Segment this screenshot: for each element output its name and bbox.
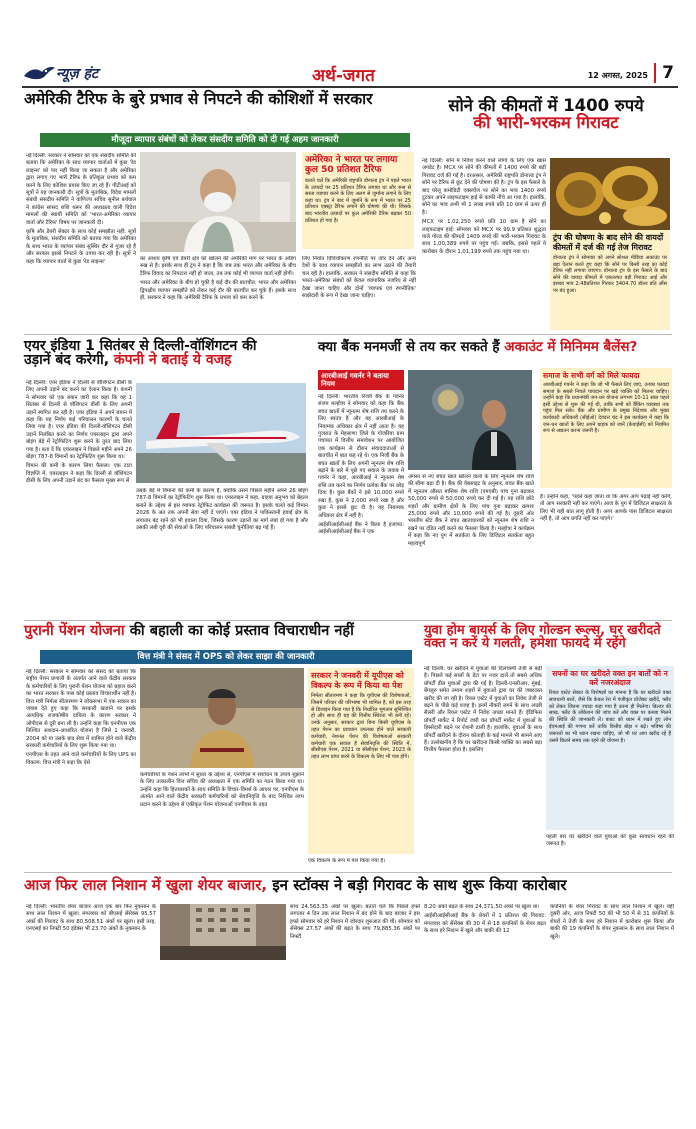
s6-col2-text: पहली बार घर खरीदने वाले युवाओं को कुछ सावधान रहने की जरूरत है। [546, 834, 674, 848]
s1-sidebox-text: बताते चलें कि अमेरिकी राष्ट्रपति डोनाल्ड ट्रंप ने पहले भारत के उत्पादों पर 25 प्रतिशत टैरिफ लगाया था और रूस से सस्ता व्यापार करने के लिए अलग से जुर्माना लगाने के लिए कहा था। ट्रंप ने बाद में जुर्माने के रूप में भारत पर 25 प्रतिशत एक्स्ट्रा टैरिफ लगाने की घोषणा की थी। जिसके बाद भारतीय उत्पादों पर कुल अमेरिकी टैरिफ बढ़कर 50 प्रतिशत हो गया है। [305, 178, 411, 224]
s5-col3-text: एक विकल्प के रूप में पेश किया गया है। [308, 858, 386, 864]
s2-photo-text: डोनाल्ड ट्रंप ने सोमवार को अपने सोशल मीडिया अकाउंट पर बड़ा ऐलान करते हुए कहा कि सोने पर किसी तरह का कोई टैरिफ नहीं लगाया जाएगा। डोनाल्ड ट्रंप के इस फैसले के बाद सोने की वायदा कीमतों में एकतरफा बड़ी गिरावट आई और इसका भाव 2.48प्रतिशत गिरकर 3404.70 डॉलर प्रति औंस पर बंद हुआ। [553, 255, 667, 294]
s4-col1-subhead-text: आईसीआईसीआई बैंक ने किया है इजाफा: आईसीआईसीआई बैंक ने एक [318, 521, 404, 536]
gold-jewellery-photo [550, 158, 670, 230]
s3-col1 [26, 380, 132, 606]
s6-col1 [424, 666, 542, 869]
s3-col2 [136, 488, 308, 606]
logo-bird-icon [22, 64, 56, 84]
s1-sidebox [302, 152, 414, 249]
bse-building-photo [160, 904, 286, 960]
s1-col2-subhead-text: भारत और अमेरिका के बीच हो चुकी है कई दौर की बातचीत: भारत और अमेरिका द्विपक्षीय व्यापार समझौते को लेकर कई दौर की बातचीत कर चुके हैं। इसके साथ ही, सरकार ने कहा कि अमेरिकी टैरिफ के प्रभाव को कम करने के [140, 280, 296, 302]
s4-col1 [318, 394, 404, 614]
s5-sidebox-text: निर्मला सीतारमण ने कहा कि यूपीएस की विशेषताओं, जिसमें परिवार की परिभाषा भी शामिल है, को इस तरह से डिजाइन किया गया है कि निर्धारित भुगतान सुनिश्चित हो और साथ ही यह की वित्तीय स्थिरता भी बनी रहे। उनके अनुसार, सरकार द्वारा बिना किसी यूपीएस के तहत पेंशन का प्रावधान उपलब्ध होने वाले सरकारी कर्मचारी, नेशनल पेंशन की विशेषताओं सरकारी कर्मचारी एक सवाल है सेवानिवृत्ति की स्थिति में, सीसीएस पेंशन, 2021 या सीसीएस पेंशन, 2023 के तहत लाभ प्राप्त करने के विकल्प के लिए भी पात्र होंगे। [311, 693, 411, 761]
rbi-governor-photo [408, 370, 532, 470]
s3-headline [24, 339, 304, 368]
section-title: अर्थ-जगत [312, 66, 375, 86]
s1-headline [24, 92, 416, 108]
divider [24, 334, 672, 335]
s2-photo-gold [550, 158, 670, 230]
s4-col3 [540, 494, 672, 614]
s4-sidebox-head: समाज के सभी वर्ग को मिले फायदा [543, 371, 640, 380]
s7-col1 [26, 904, 156, 958]
s1-col3-text: लिए निर्यात विविधीकरण रणनीति पर जोर देने और अन्य देशों के साथ व्यापार समझौतों का लाभ उठाने की तैयारी चल रही है। हालांकि, सरकार ने संसदीय समिति से कहा कि भारत-अमेरिका संबंधों को केवल व्यापारिक नजरिए से नहीं देखा जाना चाहिए और दोनों 'व्यापक एवं रणनीतिक' साझेदारी के रूप में देखा जाना चाहिए। [302, 256, 416, 300]
s7-col4 [550, 904, 674, 958]
s3-photo-plane [136, 383, 306, 483]
s2-photo-head: ट्रंप की घोषणा के बाद सोने की वायदों कीमतों में दर्ज की गई तेज गिरावट [553, 233, 664, 252]
s3-headline-line2a: उड़ानें बंद करेगी, [24, 352, 110, 369]
s5-photo-fm [140, 668, 304, 768]
divider-2 [24, 620, 672, 621]
s6-sidebox [546, 666, 674, 830]
s7-col1-text: नई दिल्ली: भारतीय शेयर बाजार आज एक बार फिर नुकसान के साथ लाल निशान में खुला। मंगलवार को बीएसई सेंसेक्स 95.57 अंकों की गिरावट के साथ 80,508.51 अंकों पर खुला। इसी तरह, एनएसई का निफ्टी 50 इंडेक्स भी 23.70 अंकों के नुकसान के [26, 904, 156, 933]
finance-minister-photo [140, 668, 304, 768]
issue-date: 12 अगस्त, 2025 [587, 71, 648, 80]
s1-strap: मौजूदा व्यापार संबंधों को लेकर संसदीय समिति को दी गई अहम जानकारी [40, 133, 410, 147]
s3-col1-subhead-text: विमान की कमी के कारण लिया फैसला: एक टाटा विज्ञप्ति में, एयरलाइन ने कहा कि दिल्ली से वॉशिंगटन डीसी के लिए अपनी उड़ानें बंद का फैसला मुख्य रूप से [26, 463, 132, 485]
s4-headline-b: अकाउंट में मिनिमम बैलेंस? [504, 339, 638, 355]
s4-col2-text: अगस्त से नए बचत खाते खोलने वालों के लिए न्यूनतम शेष राशि की सीमा बढ़ा दी है। बैंक की वेबसाइट के अनुसार, बचत बैंक खाते में न्यूनतम औसत मासिक शेष राशि (एमएबी) पांच गुना बढ़ाकर 50,000 रुपये से 50,000 रुपये कर दी गई है। यह राशि छोटे शहरों और ग्रामीण क्षेत्रों के लिए पांच गुना बढ़ाकर क्रमशः 25,000 रुपये और 10,000 रुपये की गई है। दूसरी ओर भारतीय स्टेट बैंक ने बचत खाताधारकों को न्यूनतम शेष राशि न रखने पर दंडित नहीं करने का फैसला किया है। मल्होत्रा ने कार्यक्रम में कहा कि नए युग में सतर्कता के लिए डिजिटल सतर्कता बहुत महत्वपूर्ण [408, 474, 534, 547]
s4-col2 [408, 474, 534, 614]
s7-col3-subhead-text: आईसीआईसीआई बैंक के शेयरों में 1 प्रतिशत की गिरावट: मंगलवार को सेंसेक्स की 30 में से 18 कंपनियों के शेयर बढ़त के साथ हरे निशान में खुले और बाकी की 12 [424, 913, 546, 935]
s1-col3 [302, 256, 416, 328]
s4-photo-governor [408, 370, 532, 470]
s6-col1-text: नई दिल्ली: घर खरीदने में युवाओं की दिलचस्पी तेजी से बढ़ी है। पिछले कई सालों के डेटा पर नजर डालें तो सबसे अधिक प्रॉपर्टी डील युवाओं द्वारा की गई है। दिल्ली-एनसीआर, मुंबई, बेंगलुरु समेत तमाम शहरों में युवाओं द्वारा घर की जबरदस्त खरीद की जा रही है। रियल एस्टेट में युवाओं का निवेश तेजी से बढ़ने के पीछे कई वजह है। इनमें नौकरी लगने के साथ अच्छी सैलरी और रियल एस्टेट में निवेश अच्छा मानते हैं। ईडिफिस प्रॉपर्टी मार्केट ने रिपोर्ट जारी कर प्रॉपर्टी मार्केट में युवाओं के हिस्सेदारी बढ़ने पर रोशनी डाली है। हालांकि, युवाओं के साथ प्रॉपर्टी खरीदने के दौरान कोताही के कई मामले भी सामने आए हैं। उल्लेखनीय है कि घर खरीदना किसी व्यक्ति का सबसे बड़ा वित्तीय फैसला होता है। इसलिए [424, 666, 542, 754]
s4-kicker [318, 370, 404, 390]
s4-col1-text: नई दिल्ली: भारतीय रिजर्व बैंक के गवर्नर संजय मल्होत्रा ने सोमवार को कहा कि बैंक बचत खातों में न्यूनतम शेष राशि तय करने के लिए स्वतंत्र हैं और यह आरबीआई के नियामक अधिकार क्षेत्र में नहीं आता है। यह गुजरात के मेहसाणा जिले के गोजरिया ग्राम पंचायत में वित्तीय समावेशन पर आयोजित एक कार्यक्रम से दौरान संवाददाताओं से बातचीत में बात कह रहे थे। एक निजी बैंक के बचत खातों के लिए अपनी न्यूनतम शेष राशि बढ़ाने के बारे में पूछे गए सवाल के जवाब में गवर्नर ने कहा, आरबीआई ने न्यूनतम शेष राशि तय करने का निर्णय प्रत्येक बैंक पर छोड़ दिया है। कुछ बैंकों ने इसे 10,000 रुपये रखा है, कुछ ने 2,000 रुपये रखा है और कुछ ने इससे छूट दी है। यह नियामक अधिकार क्षेत्र में नहीं है। [318, 394, 404, 519]
s4-sidebox-text: आरबीआई गवर्नर ने कहा कि जो भी फैसले लिए जाएं, उनका फायदा समाज के सबसे निचले पायदान पर खड़े व्यक्ति को मिलना चाहिए। उन्होंने कहा कि प्रधानमंत्री जन-धन योजना लगभग 10-11 साल पहले इसी उद्देश्य से शुरू की गई थी, ताकि सभी को बैंकिंग व्यवस्था तक पहुंच मिल सके। बैंक और ग्रामीण के प्रमुख निदेशक और मुख्य कार्यकारी अधिकारी (सीईओ) देवदत्त चंद ने इस कार्यक्रम में कहा कि जन-धन खातों के लिए अपने ग्राहक को जानें (केवाईसी) को नियमित रूप से अद्यतन करना जरूरी है। [543, 382, 669, 435]
s2-col1-subhead-text: MCX पर 1,02,250 रुपये प्रति 10 ग्राम है सोने का लाइफटाइम हाई: सोमवार को MCX पर 99.9 प्रतिशत शुद्धता वाले गोल्ड की कीमतों 1409 रुपये की भारी-भरकम गिरावट के साथ 1,00,389 रुपये पर पहुंच गई। जबकि, इससे पहले ये कारोबार के दौरान 1,01,199 रुपये तक पहुंच गया था। [422, 219, 546, 255]
s7-col2-text: साथ 24,563.35 अंकों पर खुला। बताते चलें कि पिछले हफ्ते लगातार 4 दिन तक लाल निशान में बंद होने के बाद बाजार ने इस हफ्ते सोमवार को हरे निशान में जोरदार शुरुआत की थी। सोमवार को सेंसेक्स 27.57 अंकों की बढ़त के साथ 79,885.36 अंकों पर निफ्टी [290, 904, 420, 940]
s2-photo-caption-box [550, 230, 670, 330]
page-number: 7 [654, 63, 674, 83]
s5-sidebox [308, 668, 414, 854]
s1-sidebox-head: अमेरिका ने भारत पर लगाया कुल 50 प्रतिशत टैरिफ [305, 155, 398, 175]
modi-photo-illustration [140, 152, 296, 252]
s5-headline [24, 624, 434, 639]
s1-col1-text: नई दिल्ली: सरकार ने सोमवार को एक संसदीय समिति को बताया कि अमेरिका के साथ व्यापार वार्ताओं में कुछ 'रेड लाइन्स' को पार नहीं किया जा सकता है और अमेरिका द्वारा लगाए गए भारी टैरिफ के प्रतिकूल प्रभाव को कम करने के लिए कोशिश प्रयास किए जा रहे हैं। पीटीआई को सूत्रों ने यह जानकारी दी। सूत्रों के मुताबिक, विदेश मामलों संबंधी संसदीय समिति ने वाणिज्य सचिव सुनील बर्थवाल ने कांग्रेस सांसद शशि थरूर की अध्यक्षता वाली विदेश मामलों की स्थायी समिति को 'भारत-अमेरिका व्यापार वार्ता और टैरिफ' विषय पर जानकारी दी। [26, 153, 136, 226]
s7-headline-b: इन स्टॉक्स ने बड़ी गिरावट के साथ शुरू किया कारोबार [272, 876, 567, 894]
s5-col3 [308, 858, 418, 868]
s4-sidebox [540, 368, 672, 488]
divider-3 [24, 872, 672, 873]
s7-col4-text: कंपनियों के शेयर गिरावट के साथ लाल निशान में खुले। वहीं दूसरी ओर, आज निफ्टी 50 की भी 50 में से 31 कंपनियों के शेयरों ने तेजी के साथ हरे निशान में कारोबार शुरू किया और बाकी की 19 कंपनियों के शेयर नुकसान के साथ लाल निशान में खुले। [550, 904, 674, 940]
s4-col3-text: है। उन्होंने कहा, 'पहले कहा जाता था कि अगर आप पढ़ाई नहीं करेंगे, तो आप सरकारी नहीं कर पाएंगे। आज के युग में डिजिटल साक्षरता के लिए भी यही बात लागू होती है। अगर आपके पास डिजिटल साक्षरता नहीं है, तो आप प्रगति नहीं कर पाएंगे।' [540, 494, 672, 523]
s5-headline-a: पुरानी पेंशन योजना [24, 623, 125, 639]
s4-kicker-text: आरबीआई गवर्नर ने बताया नियम [321, 372, 389, 388]
s5-strap: वित्त मंत्री ने संसद में OPS को लेकर साझा की जानकारी [40, 650, 412, 664]
s7-photo-bse [160, 904, 286, 960]
s6-headline-line2: वक्त न करें ये गलती, हमेशा फायदे में रहेंगे [424, 636, 626, 652]
s5-col2-text: कर्मचारियों के पेंशन लाभों में सुधार के उद्देश्य से, एनपीएस में संशोधन के उपाय सुझाने के लिए तत्कालीन वित्त सचिव की अध्यक्षता में एक समिति का गठन किया गया था। उन्होंने कहा कि हितधारकों के साथ समिति के विचार-विमर्श के आधार पर, एनपीएस के अंतर्गत आने वाले केंद्रीय सरकारी कर्मचारियों को सेवानिवृत्ति के बाद निश्चित लाभ प्रदान करने के उद्देश्य से एकीकृत पेंशन योजनाओं एनपीएस के तहत [140, 772, 304, 808]
s4-headline-a: क्या बैंक मनमर्जी से तय कर सकते हैं [318, 339, 500, 355]
s3-headline-line2 [24, 353, 304, 367]
s2-col1-text: नई दिल्ली: सोने में निवेश करने वाले लोगों के लिए एक खास अपडेट है। MCX पर सोने की कीमतों में 1400 रुपये की बड़ी गिरावट दर्ज की गई है। दरअसल, अमेरिकी राष्ट्रपति डोनाल्ड ट्रंप ने सोने पर टैरिफ से छूट देने की घोषणा की है। ट्रंप के इस फैसले के बाद घरेलू कमोडिटी एक्सचेंज पर सोने का भाव 1400 रुपये टूटकर अपने लाइफटाइम हाई से काफी नीचे आ गया है। हालांकि, सोने का भाव अभी भी 1 लाख रुपये प्रति 10 ग्राम से ऊपर ही है। [422, 158, 546, 216]
s3-headline-line1: एयर इंडिया 1 सितंबर से दिल्ली-वॉशिंगटन की [24, 338, 257, 354]
s2-headline-line2: की भारी-भरकम गिरावट [473, 112, 619, 132]
s6-headline-line1: युवा होम बायर्स के लिए गोल्डन रूल्स, घर खरीदते [424, 623, 661, 638]
air-india-plane-photo [136, 383, 306, 483]
s5-col1-text: नई दिल्ली: सरकार ने सोमवार को संसद को बताया कि राष्ट्रीय पेंशन प्रणाली के अंतर्गत आने वाले केंद्रीय सरकार के कर्मचारियों के लिए पुरानी पेंशन योजना को बहाल करने का भारत सरकार के पास कोई प्रस्ताव विचाराधीन नहीं है। वित्त मंत्री निर्मला सीतारमण ने लोकसभा में एक सवाल का जवाब देते हुए कहा कि सरकारी खजाने पर इसके अत्यधिक राजकोषीय दायित्व के कारण सरकार ने ओपीएस से दूरी बना ली है। उन्होंने कहा कि एनपीएस एक निश्चित अंशदान-आधारित योजना है जिसे 1 जनवरी, 2004 को या उसके बाद सेवा में शामिल होने वाले केंद्रीय सरकारी कर्मचारियों के लिए शुरू किया गया था। [26, 669, 136, 750]
s1-col2 [140, 256, 296, 328]
s5-col1-subhead-text: एनपीएस के तहत आने वाले कर्मचारियों के लिए UPS का विकल्प: वित्त मंत्री ने कहा कि ऐसे [26, 752, 136, 766]
s1-col1-subhead-text: कृषि और डेयरी सेक्टर के साथ कोई समझौता नहीं: सूत्रों के मुताबिक, संसदीय समिति को बताया गया कि अमेरिका के साथ भारत के व्यापार संबंध सुस्थिर दौर से गुजर रहे हैं और सरकार इससे निपटने के उपाय कर रही है। सूत्रों ने कहा कि व्यापार वार्ता से कुछ 'रेड लाइन्स' [26, 229, 136, 265]
s6-sidebox-head: सपनों का घर खरीदते वक्त इन बातों को न करें नजरअंदाज [552, 669, 668, 687]
s6-col2 [546, 834, 674, 866]
s1-col2-text: का आशय कृषि एवं डेयरी क्षेत्र को खोलने की अमेरिकी मांग पर भारत के अडिग रुख से है। इसके साथ ही ट्रंप ने कहा है कि जब तक भारत और अमेरिका के बीच टैरिफ विवाद का निपटारा नहीं हो जाता, तब तक कोई भी व्यापार वार्ता नहीं होगी। [140, 256, 296, 277]
s1-col1 [26, 153, 136, 328]
s5-col2 [140, 772, 304, 869]
s1-headline-text: अमेरिकी टैरिफ के बुरे प्रभाव से निपटने की कोशिशों में सरकार [24, 90, 373, 108]
s3-col2-text: उसके बेड़े में विमानों की कमी के कारण है, क्योंकि उसने पिछले महीने अपने 26 बोइंग 787-8 विमानों का रेट्रोफिटिंग शुरू किया था। एयरलाइन ने कहा, ग्राहक अनुभव को बेहतर बनाने के उद्देश्य से इस व्यापक रेट्रोफिट कार्यक्रम की जरूरत है। इसके चलते कई विमान 2026 के अंत तक अपनी सेवा नहीं दे पाएंगे। एयर इंडिया ने पाकिस्तानी हवाई क्षेत्र के लगातार बंद रहने को भी हवाला दिया, जिसके कारण उड़ानों का मार्ग लंबा हो गया है और उसकी लंबी दूरी की सेवाओं के लिए परिचालन संबंधी चुनौतियां बढ़ गई हैं। [136, 488, 308, 532]
logo [22, 62, 122, 86]
s5-headline-b: की बहाली का कोई प्रस्ताव विचाराधीन नहीं [129, 623, 354, 639]
s7-headline [24, 878, 674, 893]
s1-photo-modi [140, 152, 296, 252]
s3-headline-line2b: कंपनी ने बताई ये वजह [113, 352, 232, 369]
s3-col1-text: नई दिल्ली: एयर इंडिया ने दिल्ली से वॉशिंगटन डीसी के लिए अपनी उड़ानें बंद करने का ऐलान किया है। कंपनी ने सोमवार को एक बयान जारी कर कहा कि वह 1 सितंबर से दिल्ली से वॉशिंगटन डीसी के लिए अपनी उड़ानें स्थगित कर रही है। एयर इंडिया ने अपने बयान में कहा कि यह निर्णय कई परिचालन कारणों के चलते लिया गया है। एयर इंडिया की दिल्ली-वॉशिंगटन डीसी उड़ानें निलंबित करने का निर्णय एयरलाइन द्वारा अपने बोइंग बेड़े में रेट्रोफिटिंग शुरू करने के तुरंत बाद लिया गया है। बता दें कि एयरलाइन ने पिछले महीने अपने 26 बोइंग 787-8 विमानों का रेट्रोफिटिंग शुरू किया था। [26, 380, 132, 461]
logo-text: न्यूज़ हंट [56, 66, 99, 82]
s2-headline [422, 98, 670, 132]
s2-col1 [422, 158, 546, 330]
masthead [22, 62, 678, 88]
s7-col2 [290, 904, 420, 958]
s2-headline-line1: सोने की कीमतों में 1400 रुपये [448, 96, 644, 115]
s7-col3 [424, 904, 546, 958]
s5-sidebox-head: सरकार ने जनवरी में यूपीएस को विकल्प के रूप में किया था पेश [311, 671, 404, 690]
s7-col3-text: 8.20 अंकों बढ़त के साथ 24,371.50 अंकों पर खुला था। [424, 904, 540, 910]
s7-headline-a: आज फिर लाल निशान में खुला शेयर बाजार, [24, 876, 268, 894]
s6-headline [424, 624, 674, 651]
s4-headline [318, 341, 674, 355]
s5-col1 [26, 669, 136, 869]
s6-sidebox-text: रियल एस्टेट सेक्टर के विशेषज्ञों का मानना है कि घर खरीदते वक्त सावधानी बरतें, जैसे कि केवल रेरा में पंजीकृत प्रोजेक्ट खरीदें, फ्लैट को लेकर जितना ज्यादा कहा गया है उतना ही मिलेगा। बिल्डर की साख, फ्लैट के लोकेशन की जांच करें और वक्त पर कब्जा मिलने की स्थिति की जानकारी लें। बजट को ध्यान में रखते हुए लोन ईएमआई की गणना करें ताकि वित्तीय बोझ न बढ़े। भविष्य की जरूरतों का भी ध्यान रखना चाहिए, जो भी घर आप खरीद रहे हैं उसमें कितने समय तक रहने की योजना है। [549, 690, 671, 744]
